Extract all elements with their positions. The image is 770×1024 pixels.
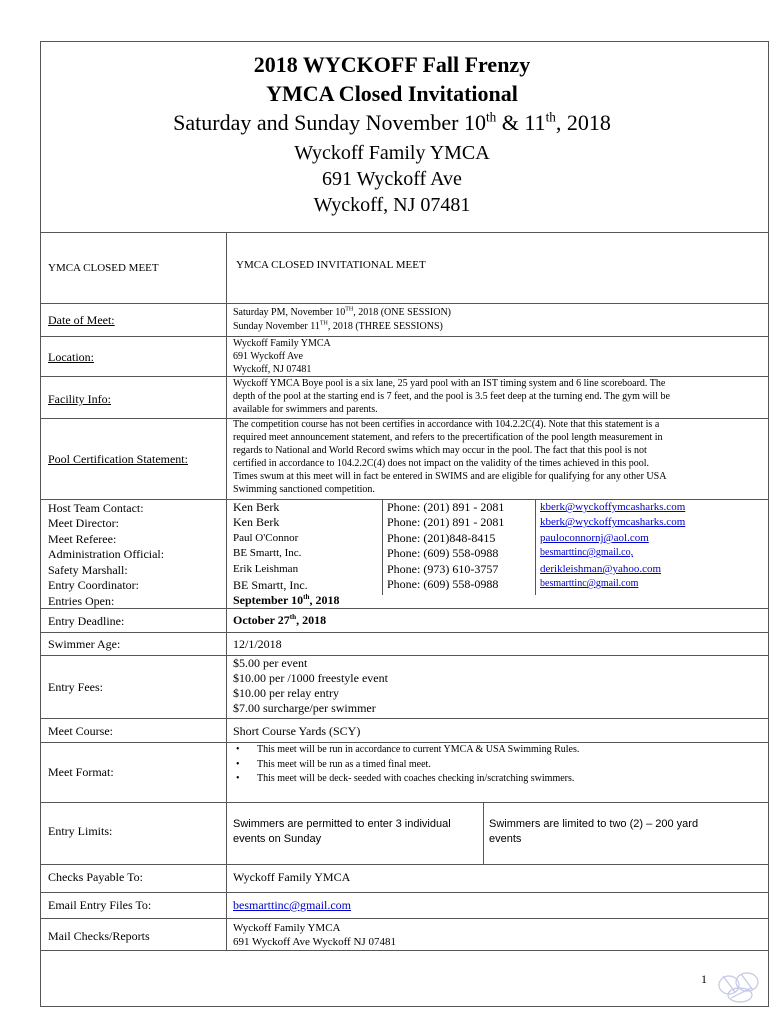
entry-fee-item: $10.00 per relay entry [233, 686, 339, 700]
contact-phone: Phone: (201) 891 - 2081 [387, 515, 505, 529]
mail-checks-line-2: 691 Wyckoff Ave Wyckoff NJ 07481 [233, 936, 396, 948]
entry-fee-item: $10.00 per /1000 freestyle event [233, 671, 388, 685]
meet-dates: Saturday and Sunday November 10th & 11th, 2018 [173, 109, 611, 135]
meet-course-label: Meet Course: [48, 724, 113, 738]
entry-limits-individual-line-2: events on Sunday [233, 833, 322, 845]
contact-role: Safety Marshall: [48, 563, 128, 577]
mail-checks-label: Mail Checks/Reports [48, 929, 150, 943]
title-line-1: 2018 WYCKOFF Fall Frenzy [253, 52, 531, 77]
location-line-2: 691 Wyckoff Ave [233, 351, 303, 362]
list-item: • This meet will be deck- seeded with coaches checking in/scratching swimmers. [236, 772, 579, 787]
contact-role: Entry Coordinator: [48, 578, 139, 592]
contact-phone: Phone: (201)848-8415 [387, 531, 496, 545]
contact-email-link[interactable]: derikleishman@yahoo.com [540, 563, 662, 575]
location-line-1: Wyckoff Family YMCA [233, 338, 331, 349]
ymca-sharks-watermark-logo [715, 970, 765, 1004]
mail-checks-line-1: Wyckoff Family YMCA [233, 922, 341, 934]
entries-open-value: September 10th, 2018 [233, 593, 340, 607]
contact-name: Ken Berk [233, 515, 280, 529]
certification-line-6: Swimming sanctioned competition. [233, 484, 375, 495]
list-item: • This meet will be run in accordance to current YMCA & USA Swimming Rules. [236, 743, 579, 758]
certification-line-5: Times swum at this meet will in fact be entered in SWIMS and are eligible for qualifying for any other USA [233, 471, 667, 482]
checks-payable-value: Wyckoff Family YMCA [233, 870, 351, 884]
entry-limits-200yard-line-1: Swimmers are limited to two (2) – 200 yard [489, 818, 699, 830]
venue-address-2: Wyckoff, NJ 07481 [313, 194, 471, 216]
email-entry-link[interactable]: besmarttinc@gmail.com [233, 898, 352, 912]
entry-fee-item: $7.00 surcharge/per swimmer [233, 701, 376, 715]
meet-type-value: YMCA CLOSED INVITATIONAL MEET [236, 259, 426, 271]
entry-fee-item: $5.00 per event [233, 656, 308, 670]
certification-line-2: required meet announcement statement, and refers to the precertification of the pool length measurement in [233, 432, 663, 443]
entry-deadline-label: Entry Deadline: [48, 614, 125, 628]
facility-line-1: Wyckoff YMCA Boye pool is a six lane, 25 yard pool with an IST timing system and 6 line scoreboard. The [233, 378, 666, 389]
contact-email-link[interactable]: besmarttinc@gmail.co, [540, 547, 634, 558]
meet-format-list [236, 743, 579, 787]
swimmer-age-label: Swimmer Age: [48, 637, 121, 651]
contact-role: Meet Referee: [48, 532, 117, 546]
title-line-2: YMCA Closed Invitational [266, 81, 518, 106]
checks-payable-label: Checks Payable To: [48, 870, 143, 884]
contact-name: Paul O'Connor [233, 532, 299, 544]
page-number: 1 [701, 972, 707, 986]
date-of-meet-saturday: Saturday PM, November 10TH, 2018 (ONE SESSION) [233, 306, 451, 318]
certification-line-1: The competition course has not been certifies in accordance with 104.2.2C(4). Note that this statement is a [233, 419, 660, 430]
contact-email-link[interactable]: kberk@wyckoffymcasharks.com [540, 516, 686, 528]
list-item: • This meet will be run as a timed final meet. [236, 758, 579, 773]
contact-name: BE Smartt, Inc. [233, 578, 308, 592]
contact-role: Meet Director: [48, 516, 119, 530]
location-label: Location: [48, 350, 94, 364]
certification-line-4: certified in accordance to 104.2.2C(4) does not impact on the validity of the times achieved in this pool. [233, 458, 649, 469]
date-of-meet-sunday: Sunday November 11TH, 2018 (THREE SESSIONS) [233, 320, 443, 332]
location-line-3: Wyckoff, NJ 07481 [233, 364, 312, 375]
contact-name: BE Smartt, Inc. [233, 547, 302, 559]
venue-name: Wyckoff Family YMCA [294, 142, 490, 164]
email-entry-label: Email Entry Files To: [48, 898, 152, 912]
contact-phone: Phone: (609) 558-0988 [387, 577, 499, 591]
entry-limits-individual-line-1: Swimmers are permitted to enter 3 individual [233, 818, 451, 830]
contact-email-link[interactable]: pauloconnornj@aol.com [540, 532, 649, 544]
facility-line-3: available for swimmers and parents. [233, 404, 378, 415]
contact-email-link[interactable]: kberk@wyckoffymcasharks.com [540, 501, 686, 513]
entry-fees-label: Entry Fees: [48, 680, 103, 694]
entries-open-label: Entries Open: [48, 594, 115, 608]
entry-limits-200yard-line-2: events [489, 833, 522, 845]
contact-phone: Phone: (609) 558-0988 [387, 546, 499, 560]
contact-name: Erik Leishman [233, 563, 299, 575]
meet-type-label: YMCA CLOSED MEET [48, 262, 159, 274]
contact-phone: Phone: (973) 610-3757 [387, 562, 499, 576]
meet-format-label: Meet Format: [48, 765, 114, 779]
contact-role: Host Team Contact: [48, 501, 144, 515]
contact-email-link[interactable]: besmarttinc@gmail.com [540, 578, 639, 589]
meet-course-value: Short Course Yards (SCY) [233, 724, 361, 738]
entry-deadline-value: October 27th, 2018 [233, 613, 327, 627]
swimmer-age-value: 12/1/2018 [233, 637, 282, 651]
contact-phone: Phone: (201) 891 - 2081 [387, 500, 505, 514]
facility-info-label: Facility Info: [48, 392, 111, 406]
contact-name: Ken Berk [233, 500, 280, 514]
pool-certification-label: Pool Certification Statement: [48, 452, 188, 466]
date-of-meet-label: Date of Meet: [48, 313, 115, 327]
contact-role: Administration Official: [48, 547, 165, 561]
certification-line-3: regards to National and World Record swims which may occur in the pool. The fact that this pool is not [233, 445, 647, 456]
facility-line-2: depth of the pool at the starting end is 7 feet, and the pool is 3.5 feet deep at the turning end. The gym will be [233, 391, 670, 402]
venue-address-1: 691 Wyckoff Ave [322, 168, 462, 190]
entry-limits-label: Entry Limits: [48, 824, 113, 838]
